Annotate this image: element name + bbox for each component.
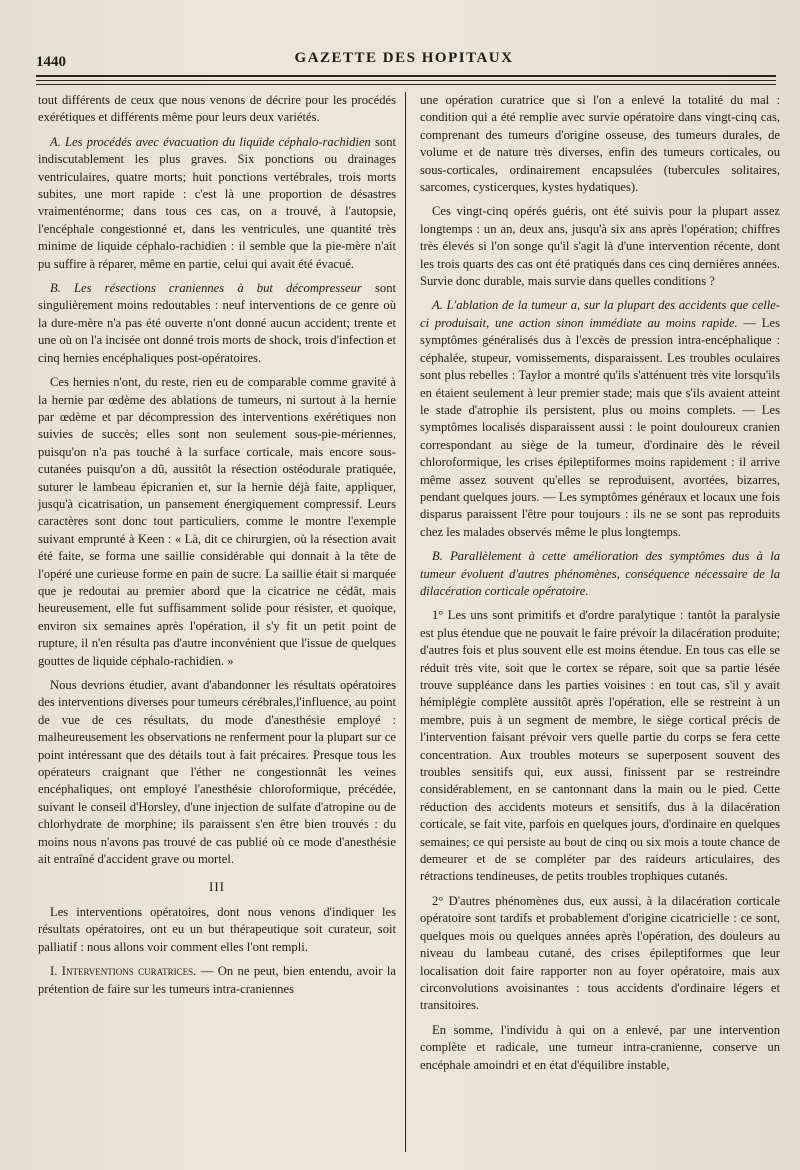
paragraph: tout différents de ceux que nous venons de décrire pour les procédés exérétiques et différents même pour leurs deux variétés. [38, 93, 396, 125]
paragraph: En somme, l'individu à qui on a enlevé, par une intervention complète et radicale, une tumeur intra-cranienne, conserve un encéphale amoindri et en état d'équilibre instable, [420, 1022, 780, 1072]
section-heading: III [209, 879, 225, 895]
paragraph: 1° Les uns sont primitifs et d'ordre paralytique : tantôt la paralysie est plus étendue que ne pouvait le faire prévoir la dilacération produite; d'autres fois et plus souvent elle est moins étendue. En tous cas elle se réduit très vite, soit que le cortex se répare, soit que sa partie lésée trouve suppléance dans les parties voisines : en tout cas, s'il y avait hémiplégie complète aussitôt après l'opération, elle se restreint à un membre, puis à un segment de membre, le siège cortical précis de l'intervention faisant prévoir vers quelle partie du corps se fera cette concentration. Aux troubles moteurs se superposent souvent des troubles sensitifs qui, eux aussi, finissent par se restreindre considérablement, en se cantonnant dans la main ou le pied. Cette réduction des accidents moteurs et sensitifs, dus à la dilacération corticale, se fait vite, parfois en quelques jours, d'ordinaire en quelques semaines; ce qui persiste au bout de cinq ou six mois a toute chance de demeurer et de se compléter par des raideurs articulaires, des rétractions tendineuses, de petits troubles trophiques cutanés. [420, 608, 780, 884]
page-number: 1440 [36, 54, 66, 70]
paragraph: Ces vingt-cinq opérés guéris, ont été suivis pour la plupart assez longtemps : un an, deux ans, jusqu'à six ans après l'opération; chiffres très élevés si l'on songe qu'il s'agit là d'une intervention récente, dont les trois quarts des cas ont été pratiqués dans ces cinq dernières années. Survie donc durable, mais survie dans quelles conditions ? [420, 204, 780, 289]
paragraph [38, 134, 396, 273]
paragraph-lead: I. Interventions curatrices. [50, 964, 197, 979]
paragraph [420, 297, 780, 541]
paragraph: une opération curatrice que si l'on a enlevé la totalité du mal : condition qui a été remplie avec survie opératoire dans vingt-cinq cas, comprenant des tumeurs d'origine osseuse, des tumeurs durales, de volume et de nature très diverses, enfin des tumeurs corticales, ou sous-corticales, ordinairement encapsulées (tubercules solitaires, sarcomes, cysticerques, kystes hydatiques). [420, 93, 780, 195]
paragraph [38, 963, 396, 998]
paragraph: Les interventions opératoires, dont nous venons d'indiquer les résultats opératoires, ont eu un but thérapeutique soit curateur, soit palliatif : nous allons voir comment elles l'ont rempli. [38, 904, 396, 954]
journal-title: GAZETTE DES HOPITAUX [294, 50, 514, 66]
header-rule-thin [36, 80, 776, 81]
column-divider [405, 92, 406, 1152]
paragraph-body: — On ne peut, bien entendu, avoir la prétention de faire sur les tumeurs intra-craniennes [38, 964, 397, 996]
paragraph [38, 280, 396, 367]
paragraph-lead: A. Les procédés avec évacuation du liquide céphalo-rachidien [50, 134, 371, 149]
paragraph-lead: B. Les résections craniennes à but décompresseur [50, 281, 362, 296]
page-header [36, 46, 772, 74]
right-column [420, 92, 780, 1081]
paragraph-lead: B. Parallèlement à cette amélioration des symptômes dus à la tumeur évoluent d'autres phénomènes, conséquence nécessaire de la dilacération corticale opératoire. [420, 549, 780, 598]
header-rule-thick [36, 75, 776, 77]
paragraph-body: — Les symptômes généralisés dus à l'excès de pression intra-encéphalique : céphalée, stupeur, vomissements, disparaissent. Les troubles oculaires sont plus rebelles : Taylor a montré qu'ils s'atténuent très vite lorsqu'ils en étaient seulement à leur premier stade; mais que s'ils avaient atteint le stade d'atrophie ils persistent, plus ou moins complets. — Les symptômes localisés disparaissent aussi : le point douloureux cranien correspondant au siège de la tumeur, d'ordinaire dès le réveil chloroformique, les crises épileptiformes moins rapidement : il arrive même assez souvent qu'elles se reproduisent, avortées, bizarres, pendant quelques jours. — Les symptômes généraux et locaux une fois disparus paraissent l'être pour toujours : ils ne se sont pas reproduits chez les malades observés même le plus longtemps. [420, 315, 780, 539]
paragraph: 2° D'autres phénomènes dus, eux aussi, à la dilacération corticale opératoire sont tardifs et probablement d'origine cicatricielle : ce sont, quelques mois ou quelques années après l'opération, des douleurs au niveau du lambeau cutané, des crises épileptiformes que leur localisation doit faire rapporter non au foyer opératoire, mais aux circonvolutions avoisinantes : tous accidents d'ordinaire légers et transitoires. [420, 893, 780, 1013]
paragraph: Ces hernies n'ont, du reste, rien eu de comparable comme gravité à la hernie par œdème des ablations de tumeurs, ni surtout à la hernie par œdème et par décompression des interventions exérétiques non suivies de succès; elles sont non seulement sous-pie-mériennes, puisqu'on n'a pas touché à la surface corticale, mais encore sous-cutanées puisqu'on a dû, aussitôt la résection ostéodurale pratiquée, suturer le lambeau épicranien et, sur la hernie déjà faite, appliquer, jusqu'à cicatrisation, un pansement énergiquement compressif. Leurs caractères sont donc tout particuliers, comme le montre l'exemple suivant emprunté à Keen : « Là, dit ce chirurgien, où la résection avait été faite, se forma une saillie considérable qui donnait à la tête de l'opéré une curieuse forme en pain de sucre. La saillie était si marquée que je redoutai au premier abord que la cicatrice ne cédât, mais heureusement, elle fut suffisamment solide pour résister, et quoique, environ six semaines après l'opération, il s'y fit un petit point de rupture, il n'en résulta pas d'autre inconvénient que l'issue de quelques gouttes de liquide céphalo-rachidien. » [38, 375, 396, 668]
paragraph-body: sont singulièrement moins redoutables : neuf interventions de ce genre où la dure-mère n'a pas été ouverte n'ont donné aucun accident; trente et une où on l'a incisée ont donné trois morts de shock, trois d'infection et cinq hernies encéphaliques post-opératoires. [38, 281, 396, 365]
left-column [38, 92, 396, 1005]
paragraph-lead: A. L'ablation de la tumeur a, sur la plupart des accidents que celle-ci produisait, une action sinon immédiate au moins rapide. [420, 298, 780, 330]
header-rule-thin-lower [36, 84, 776, 85]
paragraph: Nous devrions étudier, avant d'abandonner les résultats opératoires des interventions diverses pour tumeurs cérébrales,l'influence, au point de vue de ces résultats, du mode d'anesthésie employé : malheureusement les observations ne renferment pour la plupart sur ce point intéressant que des détails tout à fait précaires. Presque tous les opérateurs craignant que l'éther ne congestionnât les veines encéphaliques, ont employé l'anesthésie chloroformique, précédée, suivant le conseil d'Horsley, d'une injection de sulfate d'atropine ou de chlorhydrate de morphine; ils paraissent s'en être bien trouvés : du moins nous n'avons pas trouvé de cas publié où ce mode d'anesthésie ait entraîné d'accident grave ou mortel. [38, 678, 396, 867]
paragraph-body: sont indiscutablement les plus graves. Six ponctions ou drainages ventriculaires, quatre morts; huit ponctions vertébrales, trois morts subites, une mort rapide : c'est là une proportion de désastres vraimenténorme; dans tous ces cas, on a trouvé, à l'autopsie, l'encéphale congestionné et, dans les ventricules, une quantité très minime de liquide céphalo-rachidien : il semble que la pie-mère n'ait pu suffire à réparer, même en partie, celui qui avait été évacué. [38, 134, 396, 271]
